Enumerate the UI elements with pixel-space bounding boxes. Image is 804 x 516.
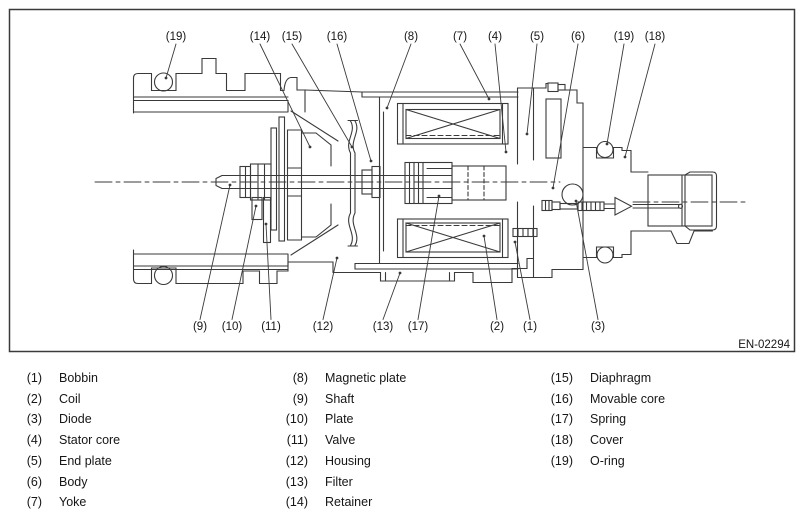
leader-line bbox=[232, 206, 256, 320]
leader-dot bbox=[483, 235, 486, 238]
leader-line bbox=[460, 44, 489, 99]
housing-outline bbox=[134, 59, 363, 284]
plate-and-valve bbox=[252, 117, 285, 243]
legend-item-number: (10) bbox=[285, 412, 308, 427]
legend-item-name: Movable core bbox=[590, 391, 666, 406]
legend-item bbox=[535, 368, 665, 389]
stator-core bbox=[452, 166, 506, 200]
leader-dot bbox=[514, 241, 517, 244]
legend-item-number: (3) bbox=[26, 412, 42, 427]
leader-dot bbox=[624, 156, 627, 159]
legend-item-number: (13) bbox=[285, 474, 308, 489]
leader-line bbox=[515, 242, 530, 320]
callout-label: (3) bbox=[590, 321, 606, 333]
callout-label: (4) bbox=[487, 31, 503, 43]
figure-code: EN-02294 bbox=[738, 339, 790, 351]
legend-item-name: Plate bbox=[325, 412, 354, 427]
legend-item-number: (19) bbox=[550, 453, 573, 468]
callout-label: (11) bbox=[261, 321, 281, 333]
legend-column-2 bbox=[270, 368, 406, 513]
leader-dot bbox=[575, 200, 578, 203]
legend-item-number: (16) bbox=[550, 391, 573, 406]
legend-item-name: Diaphragm bbox=[590, 371, 652, 385]
legend-item-number: (18) bbox=[550, 433, 573, 448]
legend-item-number: (5) bbox=[26, 453, 42, 468]
callout-label: (8) bbox=[403, 31, 419, 43]
legend-item bbox=[270, 492, 406, 513]
legend-item bbox=[535, 451, 665, 472]
callout-label: (18) bbox=[644, 31, 666, 43]
legend-item-number: (7) bbox=[26, 495, 42, 510]
leader-line bbox=[553, 44, 578, 188]
callout-label: (16) bbox=[326, 31, 348, 43]
leader-dot bbox=[165, 77, 168, 80]
leader-dot bbox=[438, 195, 441, 198]
legend-item-number: (11) bbox=[286, 433, 308, 448]
legend-item bbox=[4, 472, 120, 493]
callout-label: (19) bbox=[165, 31, 187, 43]
legend-item-name: Valve bbox=[325, 433, 356, 448]
legend-item bbox=[4, 389, 120, 410]
leader-line bbox=[625, 44, 655, 157]
wire-arrow-icon bbox=[615, 198, 632, 216]
legend-item bbox=[535, 430, 665, 451]
o-ring-top-left-icon bbox=[155, 73, 173, 91]
leader-line bbox=[323, 258, 337, 320]
o-ring-bottom-right-icon bbox=[597, 247, 613, 263]
leader-dot bbox=[229, 184, 232, 187]
leader-dot bbox=[255, 205, 258, 208]
lower-housing-filter bbox=[302, 259, 534, 283]
legend-item-number: (14) bbox=[285, 495, 308, 510]
legend-item bbox=[4, 430, 120, 451]
legend-item-name: Spring bbox=[590, 412, 627, 427]
callout-label: (12) bbox=[312, 321, 334, 333]
leader-dot bbox=[386, 107, 389, 110]
legend-item bbox=[270, 451, 406, 472]
callout-label: (2) bbox=[489, 321, 505, 333]
callout-label: (9) bbox=[192, 321, 208, 333]
legend-item bbox=[535, 389, 665, 410]
legend-item-number: (4) bbox=[26, 433, 42, 448]
leader-line bbox=[337, 44, 371, 161]
callout-label: (10) bbox=[221, 321, 243, 333]
legend-item-number: (17) bbox=[550, 412, 573, 427]
legend-item bbox=[270, 430, 406, 451]
end-plate bbox=[518, 88, 534, 278]
legend-item-name: Diode bbox=[59, 412, 92, 427]
leader-dot bbox=[336, 257, 339, 260]
valve-body bbox=[513, 83, 583, 278]
legend-item bbox=[4, 368, 120, 389]
legend-item-name: Housing bbox=[325, 453, 371, 468]
retainer bbox=[288, 111, 339, 255]
callout-label: (6) bbox=[570, 31, 586, 43]
leader-dot bbox=[552, 187, 555, 190]
legend-item-name: Retainer bbox=[325, 495, 373, 510]
legend-item-name: Magnetic plate bbox=[325, 371, 407, 385]
legend-item-number: (15) bbox=[550, 371, 573, 385]
legend-item-name: Coil bbox=[59, 391, 81, 406]
legend-column-3 bbox=[535, 368, 665, 472]
diaphragm bbox=[348, 121, 358, 247]
coil-top bbox=[406, 110, 500, 139]
leader-dot bbox=[488, 98, 491, 101]
legend-item-number: (1) bbox=[26, 371, 42, 385]
legend-item-number: (8) bbox=[292, 371, 308, 385]
leader-dot bbox=[526, 133, 529, 136]
legend-item-name: Cover bbox=[590, 433, 624, 448]
leader-line bbox=[387, 44, 411, 108]
legend-item-number: (9) bbox=[292, 391, 308, 406]
leader-dot bbox=[370, 160, 373, 163]
legend-item bbox=[270, 389, 406, 410]
leader-line bbox=[607, 44, 624, 144]
callout-label: (19) bbox=[613, 31, 635, 43]
legend-item-name: End plate bbox=[59, 453, 112, 468]
leader-dot bbox=[351, 146, 354, 149]
leader-dot bbox=[399, 272, 402, 275]
legend-item-name: Shaft bbox=[325, 391, 355, 406]
callout-label: (5) bbox=[529, 31, 545, 43]
legend-item bbox=[270, 409, 406, 430]
diagram-frame bbox=[10, 10, 795, 352]
legend-item bbox=[4, 492, 120, 513]
callout-label: (1) bbox=[522, 321, 538, 333]
legend-item-name: Filter bbox=[325, 474, 353, 489]
callout-label: (14) bbox=[249, 31, 271, 43]
callout-label: (15) bbox=[281, 31, 303, 43]
legend-item-name: Stator core bbox=[59, 433, 121, 448]
leader-line bbox=[527, 44, 537, 134]
legend-item bbox=[4, 409, 120, 430]
leader-line bbox=[576, 201, 598, 320]
callout-label: (17) bbox=[407, 321, 429, 333]
leader-dot bbox=[309, 146, 312, 149]
legend-item bbox=[4, 451, 120, 472]
leader-dot bbox=[265, 223, 268, 226]
legend-item-number: (6) bbox=[26, 474, 42, 489]
leader-line bbox=[200, 185, 230, 320]
leader-dot bbox=[606, 143, 609, 146]
legend-item-name: Bobbin bbox=[59, 371, 98, 385]
callout-label: (13) bbox=[372, 321, 394, 333]
callout-label: (7) bbox=[452, 31, 468, 43]
leader-line bbox=[166, 44, 176, 78]
legend-item-name: O-ring bbox=[590, 453, 625, 468]
legend-item bbox=[535, 409, 665, 430]
o-ring-top-right-icon bbox=[597, 142, 613, 158]
legend-item-number: (2) bbox=[26, 391, 42, 406]
legend-column-1 bbox=[4, 368, 120, 513]
leader-dot bbox=[505, 151, 508, 154]
legend-item bbox=[270, 472, 406, 493]
legend-item bbox=[270, 368, 406, 389]
legend-item-number: (12) bbox=[285, 453, 308, 468]
legend-item-name: Body bbox=[59, 474, 88, 489]
legend-item-name: Yoke bbox=[59, 495, 87, 510]
